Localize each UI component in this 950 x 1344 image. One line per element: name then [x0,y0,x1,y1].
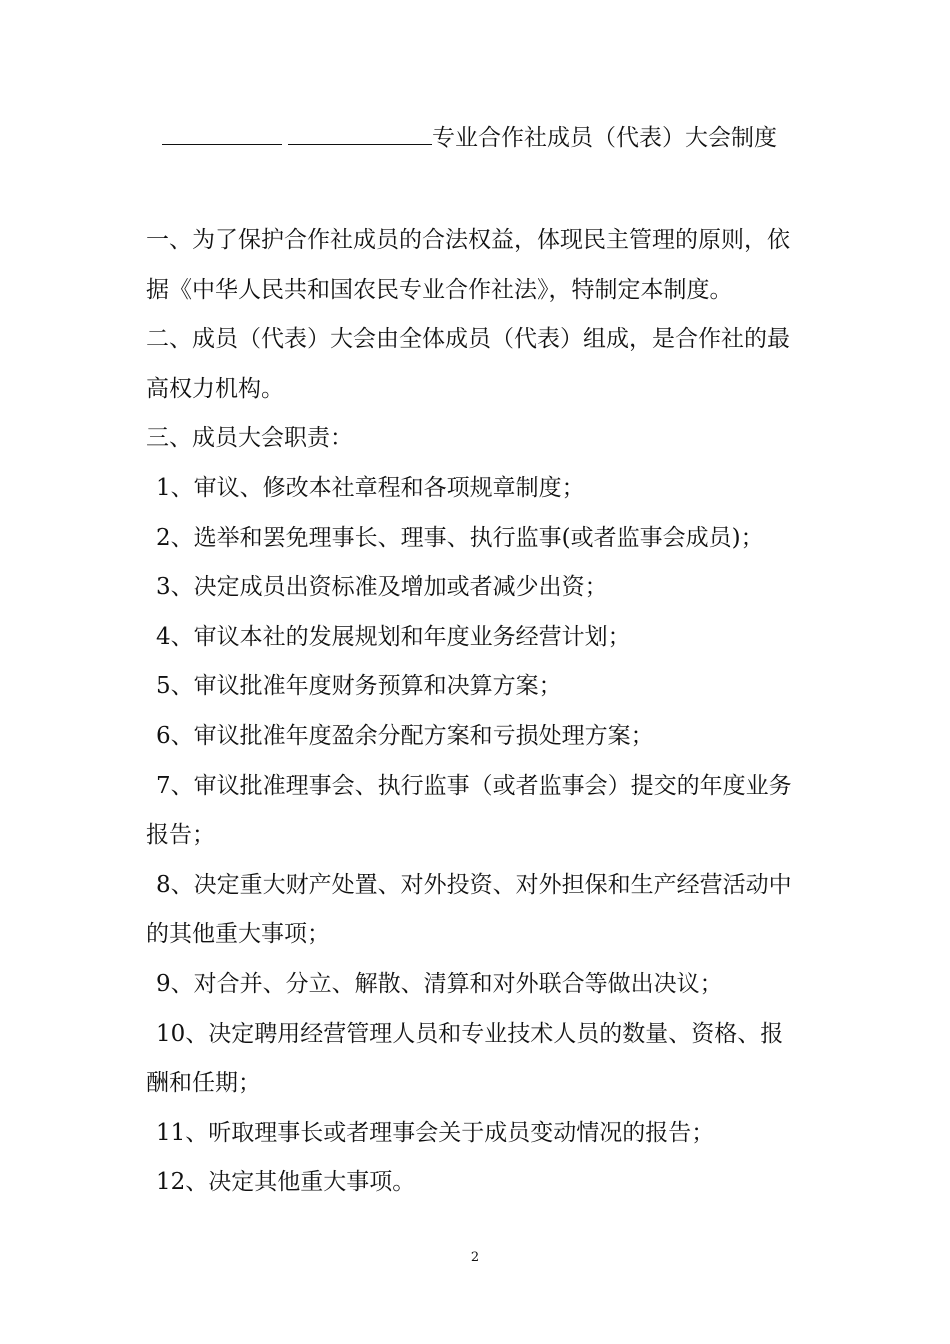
list-item: 7、审议批准理事会、执行监事（或者监事会）提交的年度业务 [156,772,792,799]
paragraph-line: 据《中华人民共和国农民专业合作社法》，特制定本制度。 [146,276,733,303]
title-blank-line [396,118,432,145]
title-blank-line [188,118,282,145]
list-item-continuation: 酬和任期； [146,1070,261,1097]
list-item: 5、审议批准年度财务预算和决算方案； [156,673,562,700]
list-item: 6、审议批准年度盈余分配方案和亏损处理方案； [156,722,654,749]
paragraph-line: 三、成员大会职责： [146,425,353,452]
paragraph-line: 一、为了保护合作社成员的合法权益，体现民主管理的原则，依 [146,227,790,253]
list-item-continuation: 的其他重大事项； [146,921,330,948]
document-title [162,118,862,152]
document-body [146,216,810,1208]
list-item: 1、审议、修改本社章程和各项规章制度； [156,474,585,501]
list-item: 3、决定成员出资标准及增加或者减少出资； [156,574,608,601]
page-number: 2 [470,1250,480,1265]
title-text: 专业合作社成员（代表）大会制度 [432,125,777,151]
paragraph-line: 二、成员（代表）大会由全体成员（代表）组成，是合作社的最 [146,326,790,353]
title-blank-line [162,118,188,145]
list-item: 11、听取理事长或者理事会关于成员变动情况的报告； [156,1119,715,1146]
list-item: 2、选举和罢免理事长、理事、执行监事(或者监事会成员)； [156,524,764,551]
list-item: 9、对合并、分立、解散、清算和对外联合等做出决议； [156,970,723,997]
list-item: 10、决定聘用经营管理人员和专业技术人员的数量、资格、报 [156,1020,784,1047]
list-item: 12、决定其他重大事项。 [156,1169,416,1196]
list-item-continuation: 报告； [146,822,215,849]
list-item: 8、决定重大财产处置、对外投资、对外担保和生产经营活动中 [156,871,792,898]
title-blank-line [288,118,396,145]
list-item: 4、审议本社的发展规划和年度业务经营计划； [156,623,631,650]
paragraph-line: 高权力机构。 [146,375,284,402]
